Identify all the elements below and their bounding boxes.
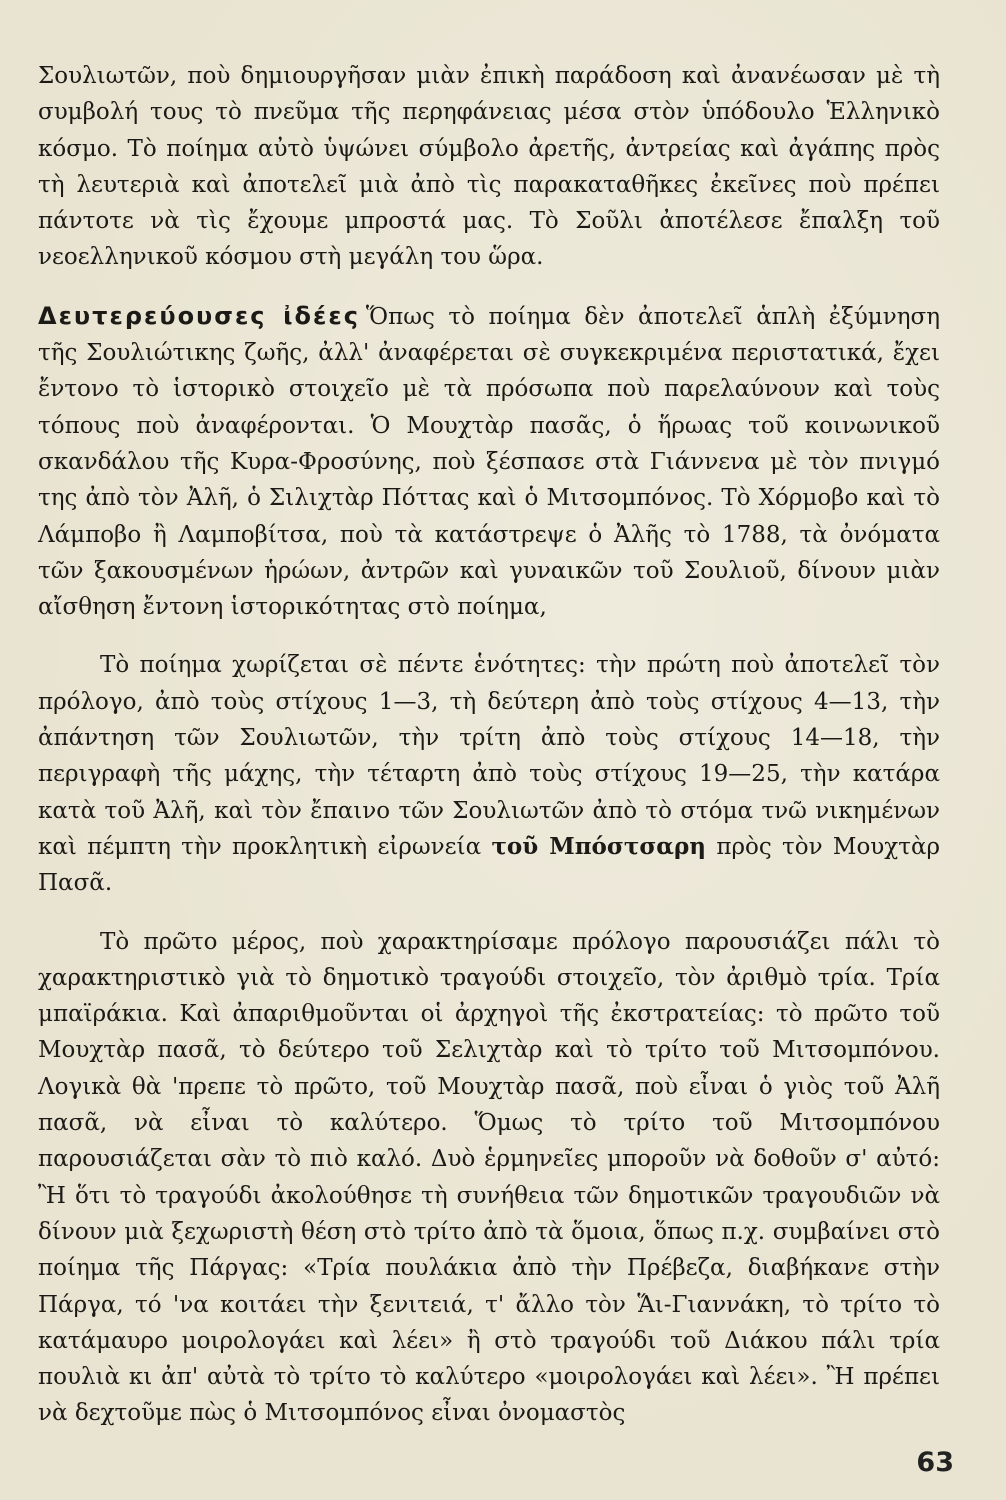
- paragraph-structure-text: Τὸ ποίημα χωρίζεται σὲ πέντε ἑνότητες: τὴν πρώτη ποὺ ἀποτελεῖ τὸν πρόλογο, ἀπὸ τοὺς στίχους 1—3, τὴ δεύτερη ἀπὸ τοὺς στίχους 4—13, τὴν ἀπάντηση τῶν Σουλιωτῶν, τὴν τρίτη ἀπὸ τοὺς στίχους 14—18, τὴν περιγραφὴ τῆς μάχης, τὴν τέταρτη ἀπὸ τοὺς στίχους 19—25, τὴν κατάρα κατὰ τοῦ Ἀλῆ, καὶ τὸν ἔπαινο τῶν Σουλιωτῶν ἀπὸ τὸ στόμα τνῶ νικημένων καὶ πέμπτη τὴν προκλητικὴ εἰρωνεία: [38, 652, 940, 860]
- paragraph-gap: [38, 625, 940, 647]
- section-heading: Δευτερεύουσες ἰδέες: [38, 301, 360, 330]
- paragraph-secondary-ideas-text: Ὅπως τὸ ποίημα δὲν ἀποτελεῖ ἁπλὴ ἐξύμνηση τῆς Σουλιώτικης ζωῆς, ἀλλ' ἀναφέρεται σὲ συγκεκριμένα περιστατικά, ἔχει ἔντονο τὸ ἱστορικὸ στοιχεῖο μὲ τὰ πρόσωπα ποὺ παρελαύνουν καὶ τοὺς τόπους ποὺ ἀναφέρονται. Ὁ Μουχτὰρ πασᾶς, ὁ ἥρωας τοῦ κοινωνικοῦ σκανδάλου τῆς Κυρα-Φροσύνης, ποὺ ξέσπασε στὰ Γιάννενα μὲ τὸν πνιγμό της ἀπὸ τὸν Ἀλῆ, ὁ Σιλιχτὰρ Πόττας καὶ ὁ Μιτσομπόνος. Τὸ Χόρμοβο καὶ τὸ Λάμποβο ἢ Λαμποβίτσα, ποὺ τὰ κατάστρεψε ὁ Ἀλῆς τὸ 1788, τὰ ὀνόματα τῶν ξακουσμένων ἡρώων, ἀντρῶν καὶ γυναικῶν τοῦ Σουλιοῦ, δίνουν μιὰν αἴσθηση ἔντονη ἱστορικότητας στὸ ποίημα,: [38, 303, 940, 621]
- paragraph-gap: [38, 902, 940, 924]
- paragraph-structure-end: πρὸς τὸν Μουχτὰρ Πασᾶ.: [38, 833, 941, 897]
- paragraph-gap: [38, 276, 940, 298]
- page-number: 63: [916, 1447, 954, 1478]
- paragraph-secondary-ideas: [38, 298, 940, 626]
- bold-phrase: τοῦ Μπόστσαρη: [491, 832, 706, 860]
- paragraph-first-part: Τὸ πρῶτο μέρος, ποὺ χαρακτηρίσαμε πρόλογο παρουσιάζει πάλι τὸ χαρακτηριστικὸ γιὰ τὸ δημοτικὸ τραγούδι στοιχεῖο, τὸν ἀριθμὸ τρία. Τρία μπαϊράκια. Καὶ ἀπαριθμοῦνται οἱ ἀρχηγοὶ τῆς ἐκστρατείας: τὸ πρῶτο τοῦ Μουχτὰρ πασᾶ, τὸ δεύτερο τοῦ Σελιχτὰρ καὶ τὸ τρίτο τοῦ Μιτσομπόνου. Λογικὰ θὰ 'πρεπε τὸ πρῶτο, τοῦ Μουχτὰρ πασᾶ, ποὺ εἶναι ὁ γιὸς τοῦ Ἀλῆ πασᾶ, νὰ εἶναι τὸ καλύτερο. Ὅμως τὸ τρίτο τοῦ Μιτσομπόνου παρουσιάζεται σὰν τὸ πιὸ καλό. Δυὸ ἑρμηνεῖες μποροῦν νὰ δοθοῦν σ' αὐτό: Ἢ ὅτι τὸ τραγούδι ἀκολούθησε τὴ συνήθεια τῶν δημοτικῶν τραγουδιῶν νὰ δίνουν μιὰ ξεχωριστὴ θέση στὸ τρίτο ἀπὸ τὰ ὅμοια, ὅπως π.χ. συμβαίνει στὸ ποίημα τῆς Πάργας: «Τρία πουλάκια ἀπὸ τὴν Πρέβεζα, διαβήκανε στὴν Πάργα, τό 'να κοιτάει τὴν ξενιτειά, τ' ἄλλο τὸν Ἅι-Γιαννάκη, τὸ τρίτο τὸ κατάμαυρο μοιρολογάει καὶ λέει» ἢ στὸ τραγούδι τοῦ Διάκου πάλι τρία πουλιὰ κι ἀπ' αὐτὰ τὸ τρίτο τὸ καλύτερο «μοιρολογάει καὶ λέει». Ἢ πρέπει νὰ δεχτοῦμε πὼς ὁ Μιτσομπόνος εἶναι ὀνομαστὸς: [38, 928, 940, 1427]
- paragraph-intro: Σουλιωτῶν, ποὺ δημιουργῆσαν μιὰν ἐπικὴ παράδοση καὶ ἀνανέωσαν μὲ τὴ συμβολή τους τὸ πνεῦμα τῆς περηφάνειας μέσα στὸν ὑπόδουλο Ἑλληνικὸ κόσμο. Τὸ ποίημα αὐτὸ ὑψώνει σύμβολο ἀρετῆς, ἀντρείας καὶ ἀγάπης πρὸς τὴ λευτεριὰ καὶ ἀποτελεῖ μιὰ ἀπὸ τὶς παρακαταθῆκες ἐκεῖνες ποὺ πρέπει πάντοτε νὰ τὶς ἔχουμε μπροστά μας. Τὸ Σοῦλι ἀποτέλεσε ἔπαλξη τοῦ νεοελληνικοῦ κόσμου στὴ μεγάλη του ὥρα.: [38, 63, 940, 271]
- paragraph-structure: [38, 647, 940, 901]
